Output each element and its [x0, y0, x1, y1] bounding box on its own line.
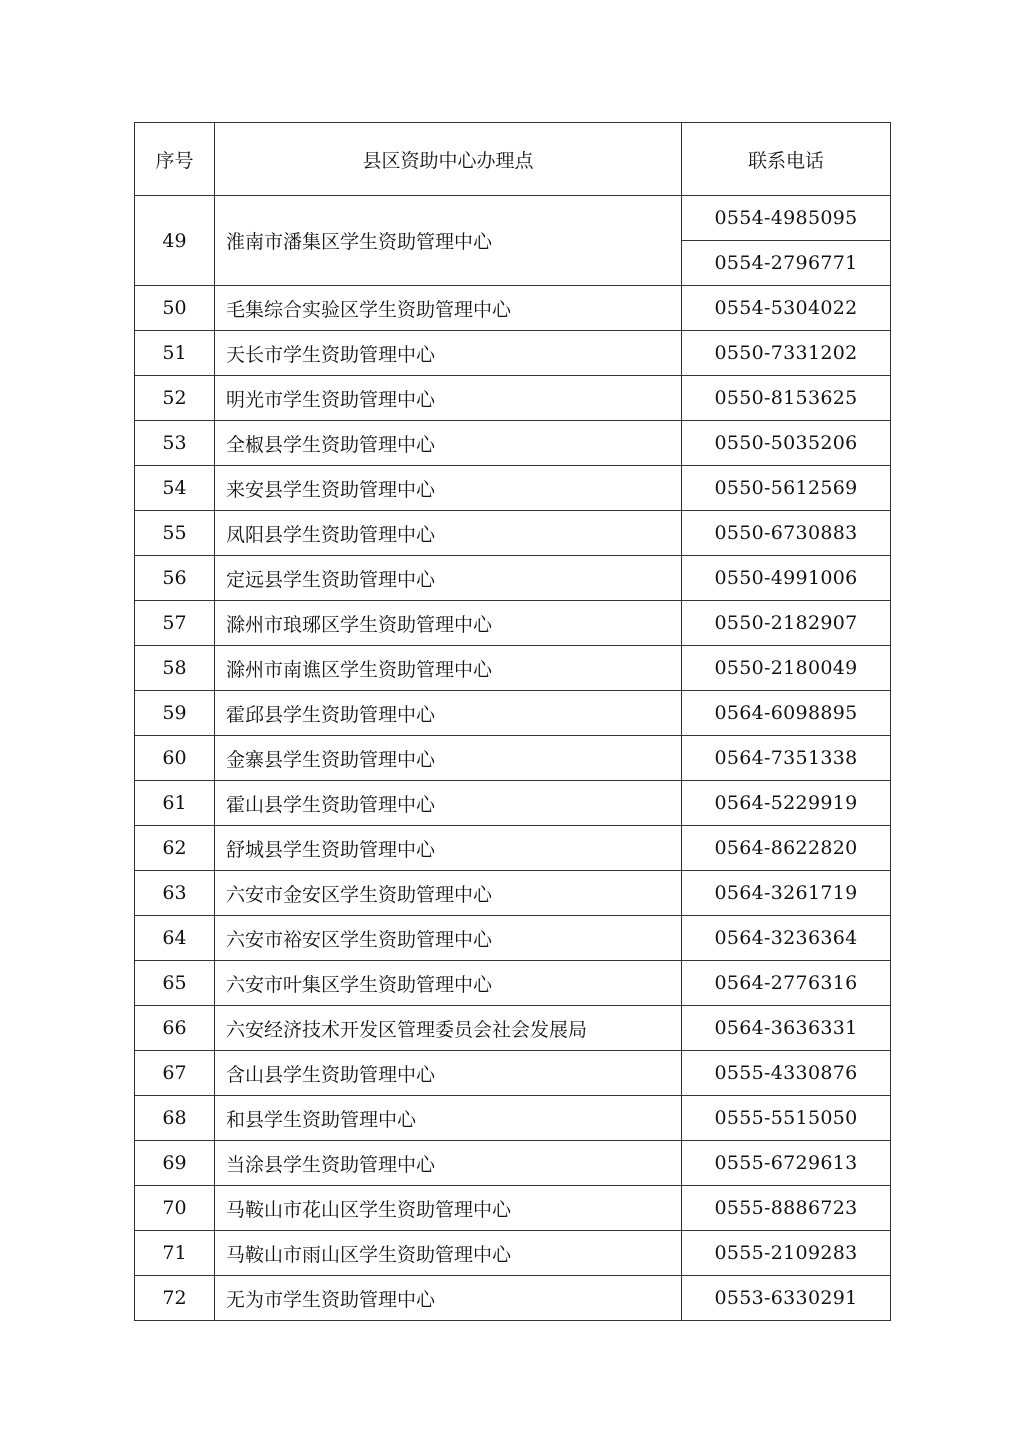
column-header-name: 县区资助中心办理点 — [215, 123, 682, 196]
office-name: 霍山县学生资助管理中心 — [215, 781, 682, 826]
row-number: 70 — [135, 1186, 215, 1231]
phone-number: 0550-5035206 — [682, 421, 891, 466]
column-header-tel: 联系电话 — [682, 123, 891, 196]
office-name: 淮南市潘集区学生资助管理中心 — [215, 196, 682, 286]
table-row — [135, 691, 891, 736]
column-header-no: 序号 — [135, 123, 215, 196]
phone-number: 0564-7351338 — [682, 736, 891, 781]
office-name: 全椒县学生资助管理中心 — [215, 421, 682, 466]
row-number: 55 — [135, 511, 215, 556]
table-row — [135, 871, 891, 916]
table-row — [135, 511, 891, 556]
office-name: 金寨县学生资助管理中心 — [215, 736, 682, 781]
table-row — [135, 781, 891, 826]
row-number: 72 — [135, 1276, 215, 1321]
office-name: 来安县学生资助管理中心 — [215, 466, 682, 511]
contact-table — [134, 122, 891, 1321]
row-number: 71 — [135, 1231, 215, 1276]
table-row — [135, 916, 891, 961]
phone-number: 0564-6098895 — [682, 691, 891, 736]
table-row — [135, 736, 891, 781]
table-body — [135, 196, 891, 1321]
phone-number: 0550-7331202 — [682, 331, 891, 376]
row-number: 64 — [135, 916, 215, 961]
office-name: 马鞍山市花山区学生资助管理中心 — [215, 1186, 682, 1231]
office-name: 六安市裕安区学生资助管理中心 — [215, 916, 682, 961]
row-number: 68 — [135, 1096, 215, 1141]
phone-number: 0555-4330876 — [682, 1051, 891, 1096]
phone-number: 0550-2180049 — [682, 646, 891, 691]
row-number: 65 — [135, 961, 215, 1006]
office-name: 含山县学生资助管理中心 — [215, 1051, 682, 1096]
row-number: 63 — [135, 871, 215, 916]
row-number: 69 — [135, 1141, 215, 1186]
office-name: 滁州市琅琊区学生资助管理中心 — [215, 601, 682, 646]
office-name: 六安市金安区学生资助管理中心 — [215, 871, 682, 916]
office-name: 和县学生资助管理中心 — [215, 1096, 682, 1141]
office-name: 滁州市南谯区学生资助管理中心 — [215, 646, 682, 691]
table-row — [135, 196, 891, 241]
table-row — [135, 286, 891, 331]
row-number: 59 — [135, 691, 215, 736]
row-number: 62 — [135, 826, 215, 871]
phone-number: 0564-5229919 — [682, 781, 891, 826]
office-name: 马鞍山市雨山区学生资助管理中心 — [215, 1231, 682, 1276]
phone-number: 0564-3236364 — [682, 916, 891, 961]
office-name: 舒城县学生资助管理中心 — [215, 826, 682, 871]
phone-number: 0564-3261719 — [682, 871, 891, 916]
phone-number: 0554-2796771 — [682, 241, 891, 286]
phone-number: 0550-2182907 — [682, 601, 891, 646]
phone-number: 0555-5515050 — [682, 1096, 891, 1141]
table-row — [135, 826, 891, 871]
phone-number: 0550-5612569 — [682, 466, 891, 511]
table-row — [135, 1006, 891, 1051]
phone-number: 0555-6729613 — [682, 1141, 891, 1186]
row-number: 53 — [135, 421, 215, 466]
table-row — [135, 466, 891, 511]
office-name: 六安经济技术开发区管理委员会社会发展局 — [215, 1006, 682, 1051]
table-row — [135, 556, 891, 601]
row-number: 57 — [135, 601, 215, 646]
table-row — [135, 331, 891, 376]
row-number: 56 — [135, 556, 215, 601]
phone-number: 0550-4991006 — [682, 556, 891, 601]
table-row — [135, 1051, 891, 1096]
office-name: 霍邱县学生资助管理中心 — [215, 691, 682, 736]
phone-number: 0554-5304022 — [682, 286, 891, 331]
table-row — [135, 1276, 891, 1321]
row-number: 49 — [135, 196, 215, 286]
phone-number: 0564-2776316 — [682, 961, 891, 1006]
phone-number: 0564-3636331 — [682, 1006, 891, 1051]
row-number: 61 — [135, 781, 215, 826]
phone-number: 0555-2109283 — [682, 1231, 891, 1276]
table-row — [135, 601, 891, 646]
table-row — [135, 646, 891, 691]
row-number: 51 — [135, 331, 215, 376]
row-number: 52 — [135, 376, 215, 421]
office-name: 无为市学生资助管理中心 — [215, 1276, 682, 1321]
phone-number: 0554-4985095 — [682, 196, 891, 241]
office-name: 凤阳县学生资助管理中心 — [215, 511, 682, 556]
phone-number: 0553-6330291 — [682, 1276, 891, 1321]
row-number: 50 — [135, 286, 215, 331]
row-number: 67 — [135, 1051, 215, 1096]
phone-number: 0555-8886723 — [682, 1186, 891, 1231]
office-name: 定远县学生资助管理中心 — [215, 556, 682, 601]
row-number: 66 — [135, 1006, 215, 1051]
office-name: 天长市学生资助管理中心 — [215, 331, 682, 376]
table-row — [135, 1141, 891, 1186]
table-row — [135, 376, 891, 421]
office-name: 当涂县学生资助管理中心 — [215, 1141, 682, 1186]
table-row — [135, 1096, 891, 1141]
table-header-row — [135, 123, 891, 196]
row-number: 60 — [135, 736, 215, 781]
office-name: 六安市叶集区学生资助管理中心 — [215, 961, 682, 1006]
table-row — [135, 1231, 891, 1276]
row-number: 58 — [135, 646, 215, 691]
office-name: 明光市学生资助管理中心 — [215, 376, 682, 421]
phone-number: 0564-8622820 — [682, 826, 891, 871]
row-number: 54 — [135, 466, 215, 511]
phone-number: 0550-6730883 — [682, 511, 891, 556]
table-row — [135, 961, 891, 1006]
table-row — [135, 421, 891, 466]
table-row — [135, 1186, 891, 1231]
phone-number: 0550-8153625 — [682, 376, 891, 421]
office-name: 毛集综合实验区学生资助管理中心 — [215, 286, 682, 331]
